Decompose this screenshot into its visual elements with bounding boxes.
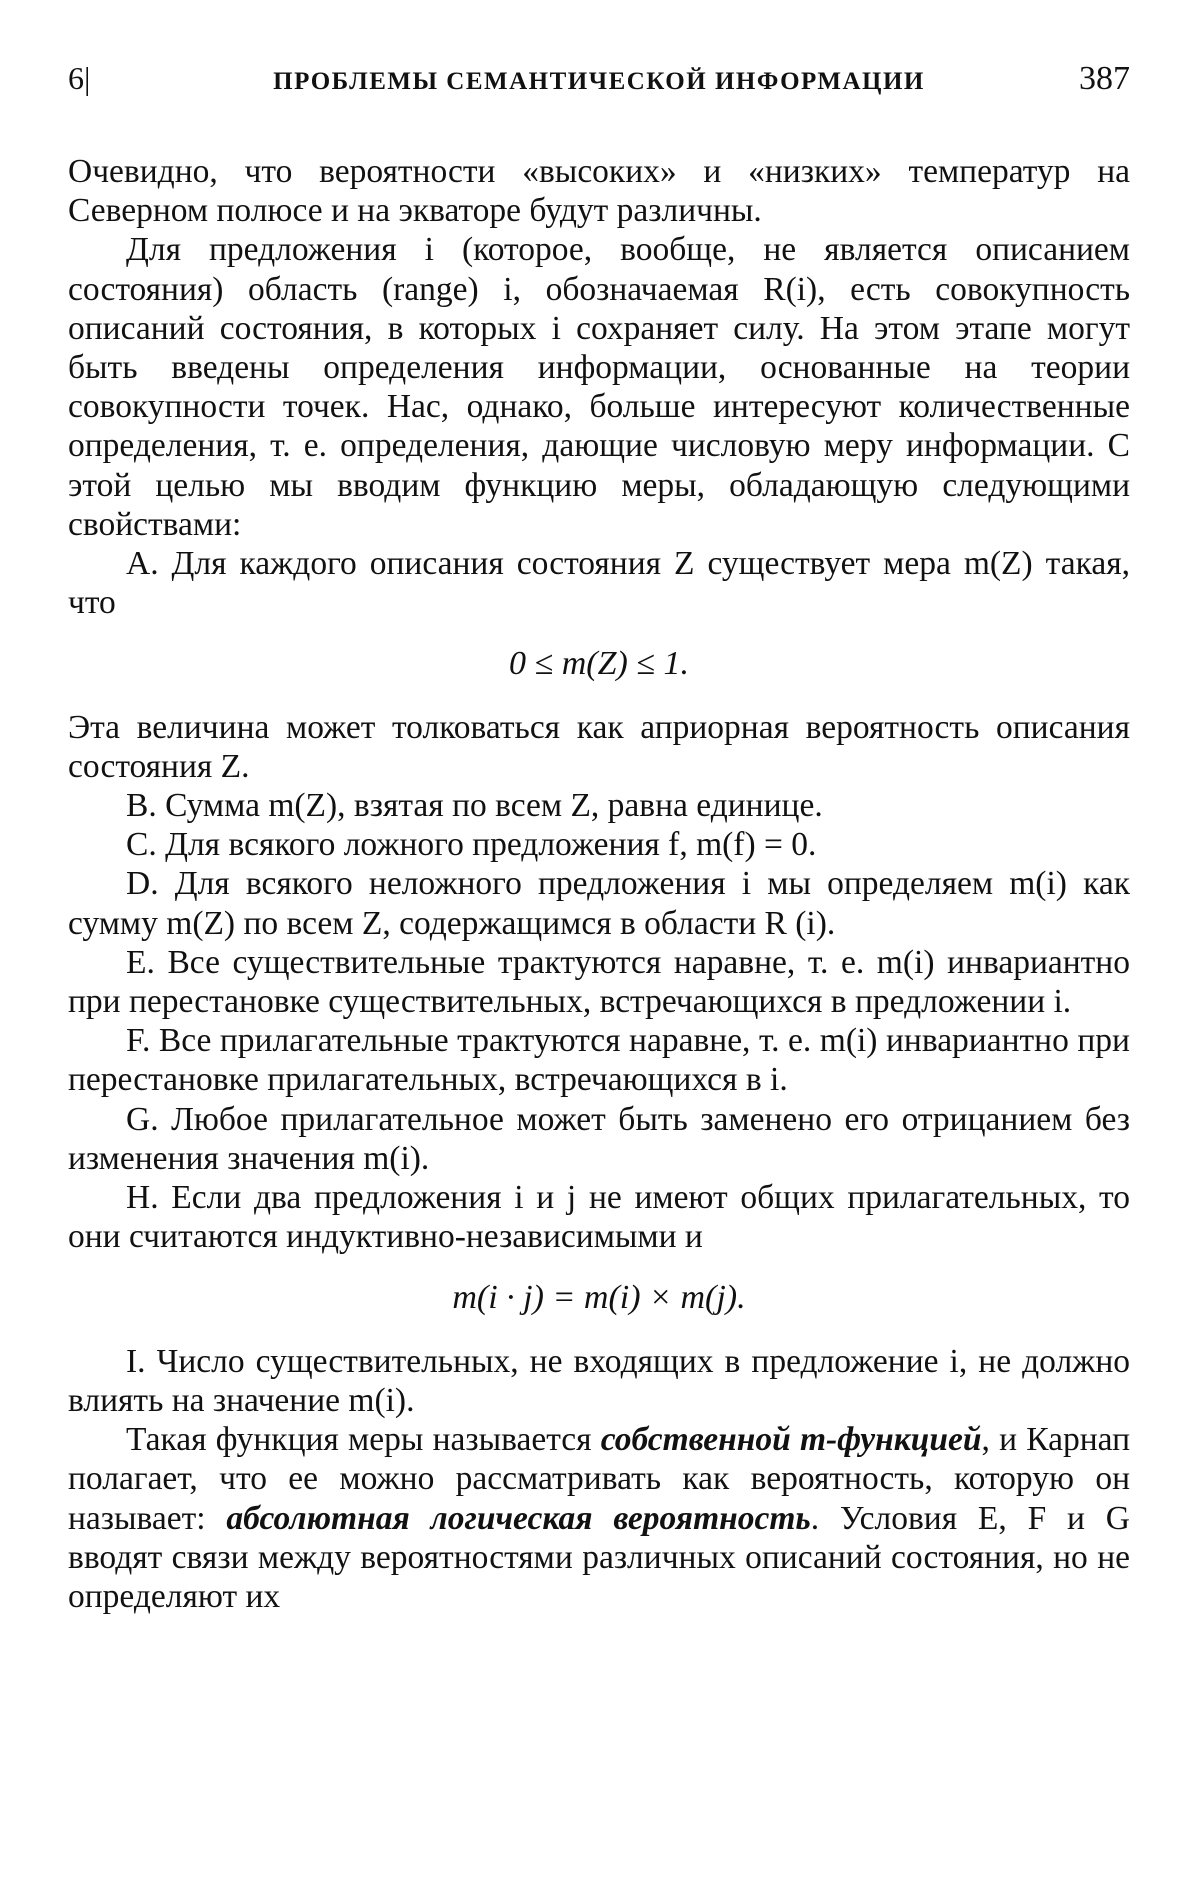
property-b: B. Сумма m(Z), взятая по всем Z, равна единице.: [126, 787, 823, 825]
formula-independence: m(i · j) = m(i) × m(j).: [452, 1279, 746, 1317]
text-segment: Такая функция меры называется: [126, 1421, 601, 1459]
property-d: D. Для всякого неложного предложения i мы определяем m(i) как сумму m(Z) по всем Z, содержащимся в области R (i).: [68, 865, 1130, 942]
property-g: G. Любое прилагательное может быть заменено его отрицанием без изменения значения m(i).: [68, 1100, 1130, 1177]
property-f: F. Все прилагательные трактуются наравне, т. е. m(i) инвариантно при перестановке прилагательных, встречающихся в i.: [68, 1022, 1130, 1099]
signature-mark: 6|: [68, 60, 91, 96]
property-e: E. Все существительные трактуются наравне, т. е. m(i) инвариантно при перестановке существительных, встречающихся в предложении i.: [68, 943, 1130, 1021]
emphasis-absolute-logical-probability: абсолютная логическая вероятность: [226, 1499, 811, 1537]
formula-measure-bounds: 0 ≤ m(Z) ≤ 1.: [509, 645, 689, 683]
paragraph-intro: Очевидно, что вероятности «высоких» и «низких» температур на Северном полюсе и на экваторе будут различны.: [68, 153, 1130, 230]
property-h: H. Если два предложения i и j не имеют общих прилагательных, то они считаются индуктивно-независимыми и: [68, 1179, 1130, 1256]
page-number: 387: [1079, 60, 1130, 97]
page-body: [68, 152, 1130, 1616]
running-header: [68, 60, 1130, 100]
property-a-continuation: Эта величина может толковаться как априорная вероятность описания состояния Z.: [68, 708, 1130, 785]
property-c: C. Для всякого ложного предложения f, m(f) = 0.: [126, 826, 817, 864]
running-title: ПРОБЛЕМЫ СЕМАНТИЧЕСКОЙ ИНФОРМАЦИИ: [273, 68, 925, 95]
paragraph-range-definition: Для предложения i (которое, вообще, не является описанием состояния) область (range) i, обозначаемая R(i), есть совокупность описаний состояния, в которых i сохраняет силу. На этом этапе могут быть введены определения информации, основанные на теории совокупности точек. Нас, однако, больше интересуют количественные определения, т. е. определения, дающие числовую меру информации. С этой целью мы вводим функцию меры, обладающую следующими свойствами:: [68, 231, 1130, 543]
emphasis-proper-m-function: собственной m-функцией: [600, 1421, 982, 1459]
property-i: I. Число существительных, не входящих в предложение i, не должно влиять на значение m(i).: [68, 1342, 1130, 1419]
property-a: A. Для каждого описания состояния Z существует мера m(Z) такая, что: [68, 545, 1130, 622]
paragraph-proper-m-function: [68, 1420, 1130, 1616]
text-segment: , и Карнап полагает, что ее можно рассматривать как вероятность, которую он называет:: [68, 1421, 1130, 1537]
text-segment: . Условия E, F и G вводят связи между вероятностями различных описаний состояния, но не определяют их: [68, 1499, 1130, 1615]
